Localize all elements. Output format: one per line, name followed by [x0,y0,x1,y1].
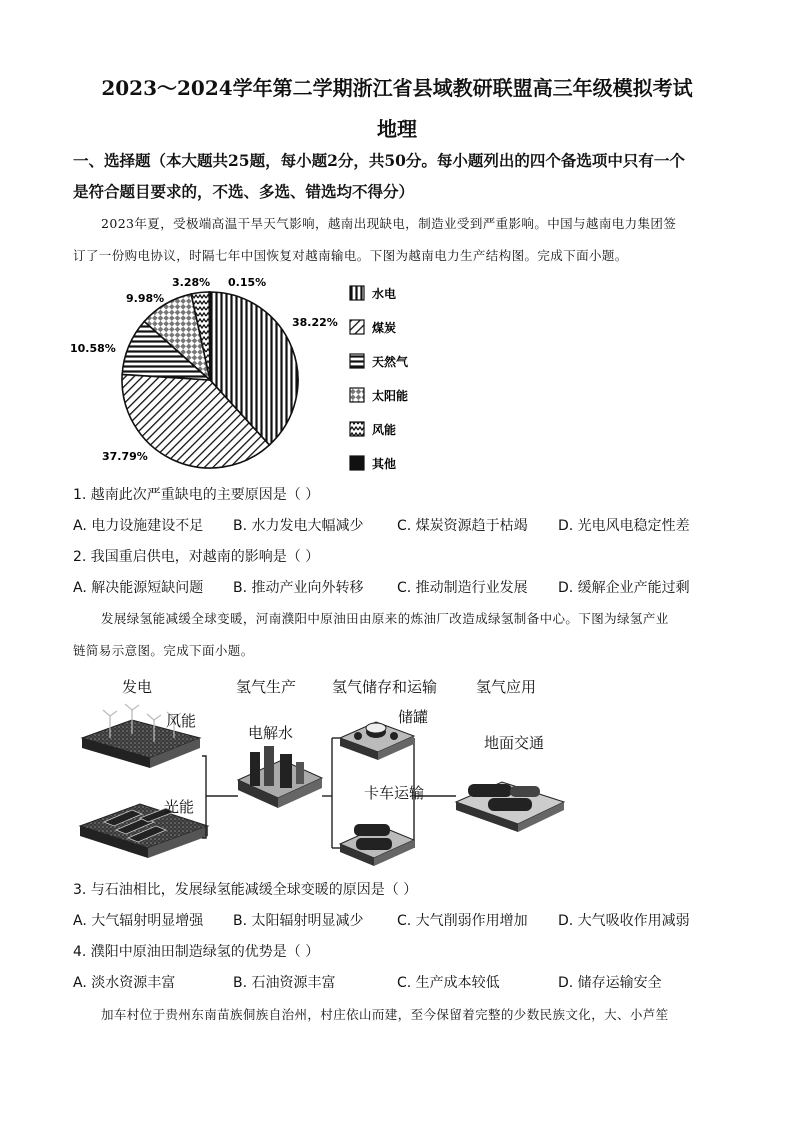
question-2-option-c[interactable]: C. 推动制造行业发展 [397,580,528,596]
pie-label-5: 0.15% [228,276,267,289]
legend-label-2: 天然气 [372,355,409,369]
exam-title: 2023～2024学年第二学期浙江省县域教研联盟高三年级模拟考试 [101,76,693,100]
pie-label-3: 9.98% [126,292,165,305]
section-heading-line1: 一、选择题（本大题共25题，每小题2分，共50分。每小题列出的四个备选项中只有一个 [73,151,685,170]
passage1-line1: 2023年夏，受极端高温干旱天气影响，越南出现缺电，制造业受到严重影响。中国与越南电力集团签 [101,216,677,231]
pie-label-4: 3.28% [172,276,211,289]
question-3-option-c[interactable]: C. 大气削弱作用增加 [397,913,528,929]
question-4-stem: 4. 濮阳中原油田制造绿氢的优势是（ ） [73,944,320,960]
pie-label-0: 38.22% [292,316,338,329]
label-storage-tank: 储罐 [398,708,429,726]
legend-swatch-3 [350,388,364,402]
legend-label-5: 其他 [372,457,397,471]
flow-header-application: 氢气应用 [476,678,537,696]
storage-tank-illustration [340,722,414,760]
question-2-option-a[interactable]: A. 解决能源短缺问题 [73,580,204,596]
label-solar-energy: 光能 [164,798,195,816]
flow-header-storage: 氢气储存和运输 [332,678,438,696]
green-hydrogen-chain-diagram [70,668,590,870]
question-3-option-a[interactable]: A. 大气辐射明显增强 [73,913,204,929]
passage2-line1: 发展绿氢能减缓全球变暖，河南濮阳中原油田由原来的炼油厂改造成绿氢制备中心。下图为绿氢产业 [101,611,669,626]
legend-swatch-5 [350,456,364,470]
label-wind-energy: 风能 [166,712,197,730]
question-4-option-a[interactable]: A. 淡水资源丰富 [73,975,176,991]
section-heading-line2: 是符合题目要求的，不选、多选、错选均不得分） [73,182,415,201]
legend-swatch-4 [350,422,364,436]
legend-swatch-0 [350,286,364,300]
question-1-option-c[interactable]: C. 煤炭资源趋于枯竭 [397,518,528,534]
question-4-option-b[interactable]: B. 石油资源丰富 [233,975,336,991]
question-1-stem: 1. 越南此次严重缺电的主要原因是（ ） [73,487,320,503]
legend-label-1: 煤炭 [372,321,397,335]
question-3-option-d[interactable]: D. 大气吸收作用减弱 [558,913,690,929]
legend-label-0: 水电 [372,287,397,301]
legend-swatch-1 [350,320,364,334]
question-4-option-d[interactable]: D. 储存运输安全 [558,975,662,991]
question-4-option-c[interactable]: C. 生产成本较低 [397,975,500,991]
flow-header-production: 氢气生产 [236,678,297,696]
passage1-line2: 订了一份购电协议，时隔七年中国恢复对越南输电。下图为越南电力生产结构图。完成下面小题。 [73,248,628,263]
question-2-option-b[interactable]: B. 推动产业向外转移 [233,580,364,596]
question-2-stem: 2. 我国重启供电，对越南的影响是（ ） [73,549,320,565]
legend-label-4: 风能 [372,423,397,437]
flow-drawing [70,698,590,870]
label-ground-transport: 地面交通 [484,734,545,752]
exam-subject: 地理 [377,117,417,141]
question-2-option-d[interactable]: D. 缓解企业产能过剩 [558,580,690,596]
pie-slice-5 [209,292,210,380]
passage3-line1: 加车村位于贵州东南苗族侗族自治州，村庄依山而建，至今保留着完整的少数民族文化，大、小芦笙 [101,1007,669,1022]
label-truck-transport: 卡车运输 [364,784,425,802]
legend-label-3: 太阳能 [372,389,409,403]
flow-header-power: 发电 [122,678,153,696]
pie-label-1: 37.79% [102,450,148,463]
label-electrolysis: 电解水 [248,724,294,742]
question-1-option-b[interactable]: B. 水力发电大幅减少 [233,518,364,534]
truck-transport-illustration [340,824,414,866]
legend-swatch-2 [350,354,364,368]
electrolysis-plant-illustration [238,746,322,808]
passage2-line2: 链简易示意图。完成下面小题。 [73,643,254,658]
ground-transport-illustration [456,782,564,832]
question-1-option-a[interactable]: A. 电力设施建设不足 [73,518,204,534]
question-3-option-b[interactable]: B. 太阳辐射明显减少 [233,913,364,929]
vietnam-power-structure-pie-chart [70,270,430,475]
question-1-option-d[interactable]: D. 光电风电稳定性差 [558,518,690,534]
pie-label-2: 10.58% [70,342,116,355]
question-3-stem: 3. 与石油相比，发展绿氢能减缓全球变暖的原因是（ ） [73,882,418,898]
